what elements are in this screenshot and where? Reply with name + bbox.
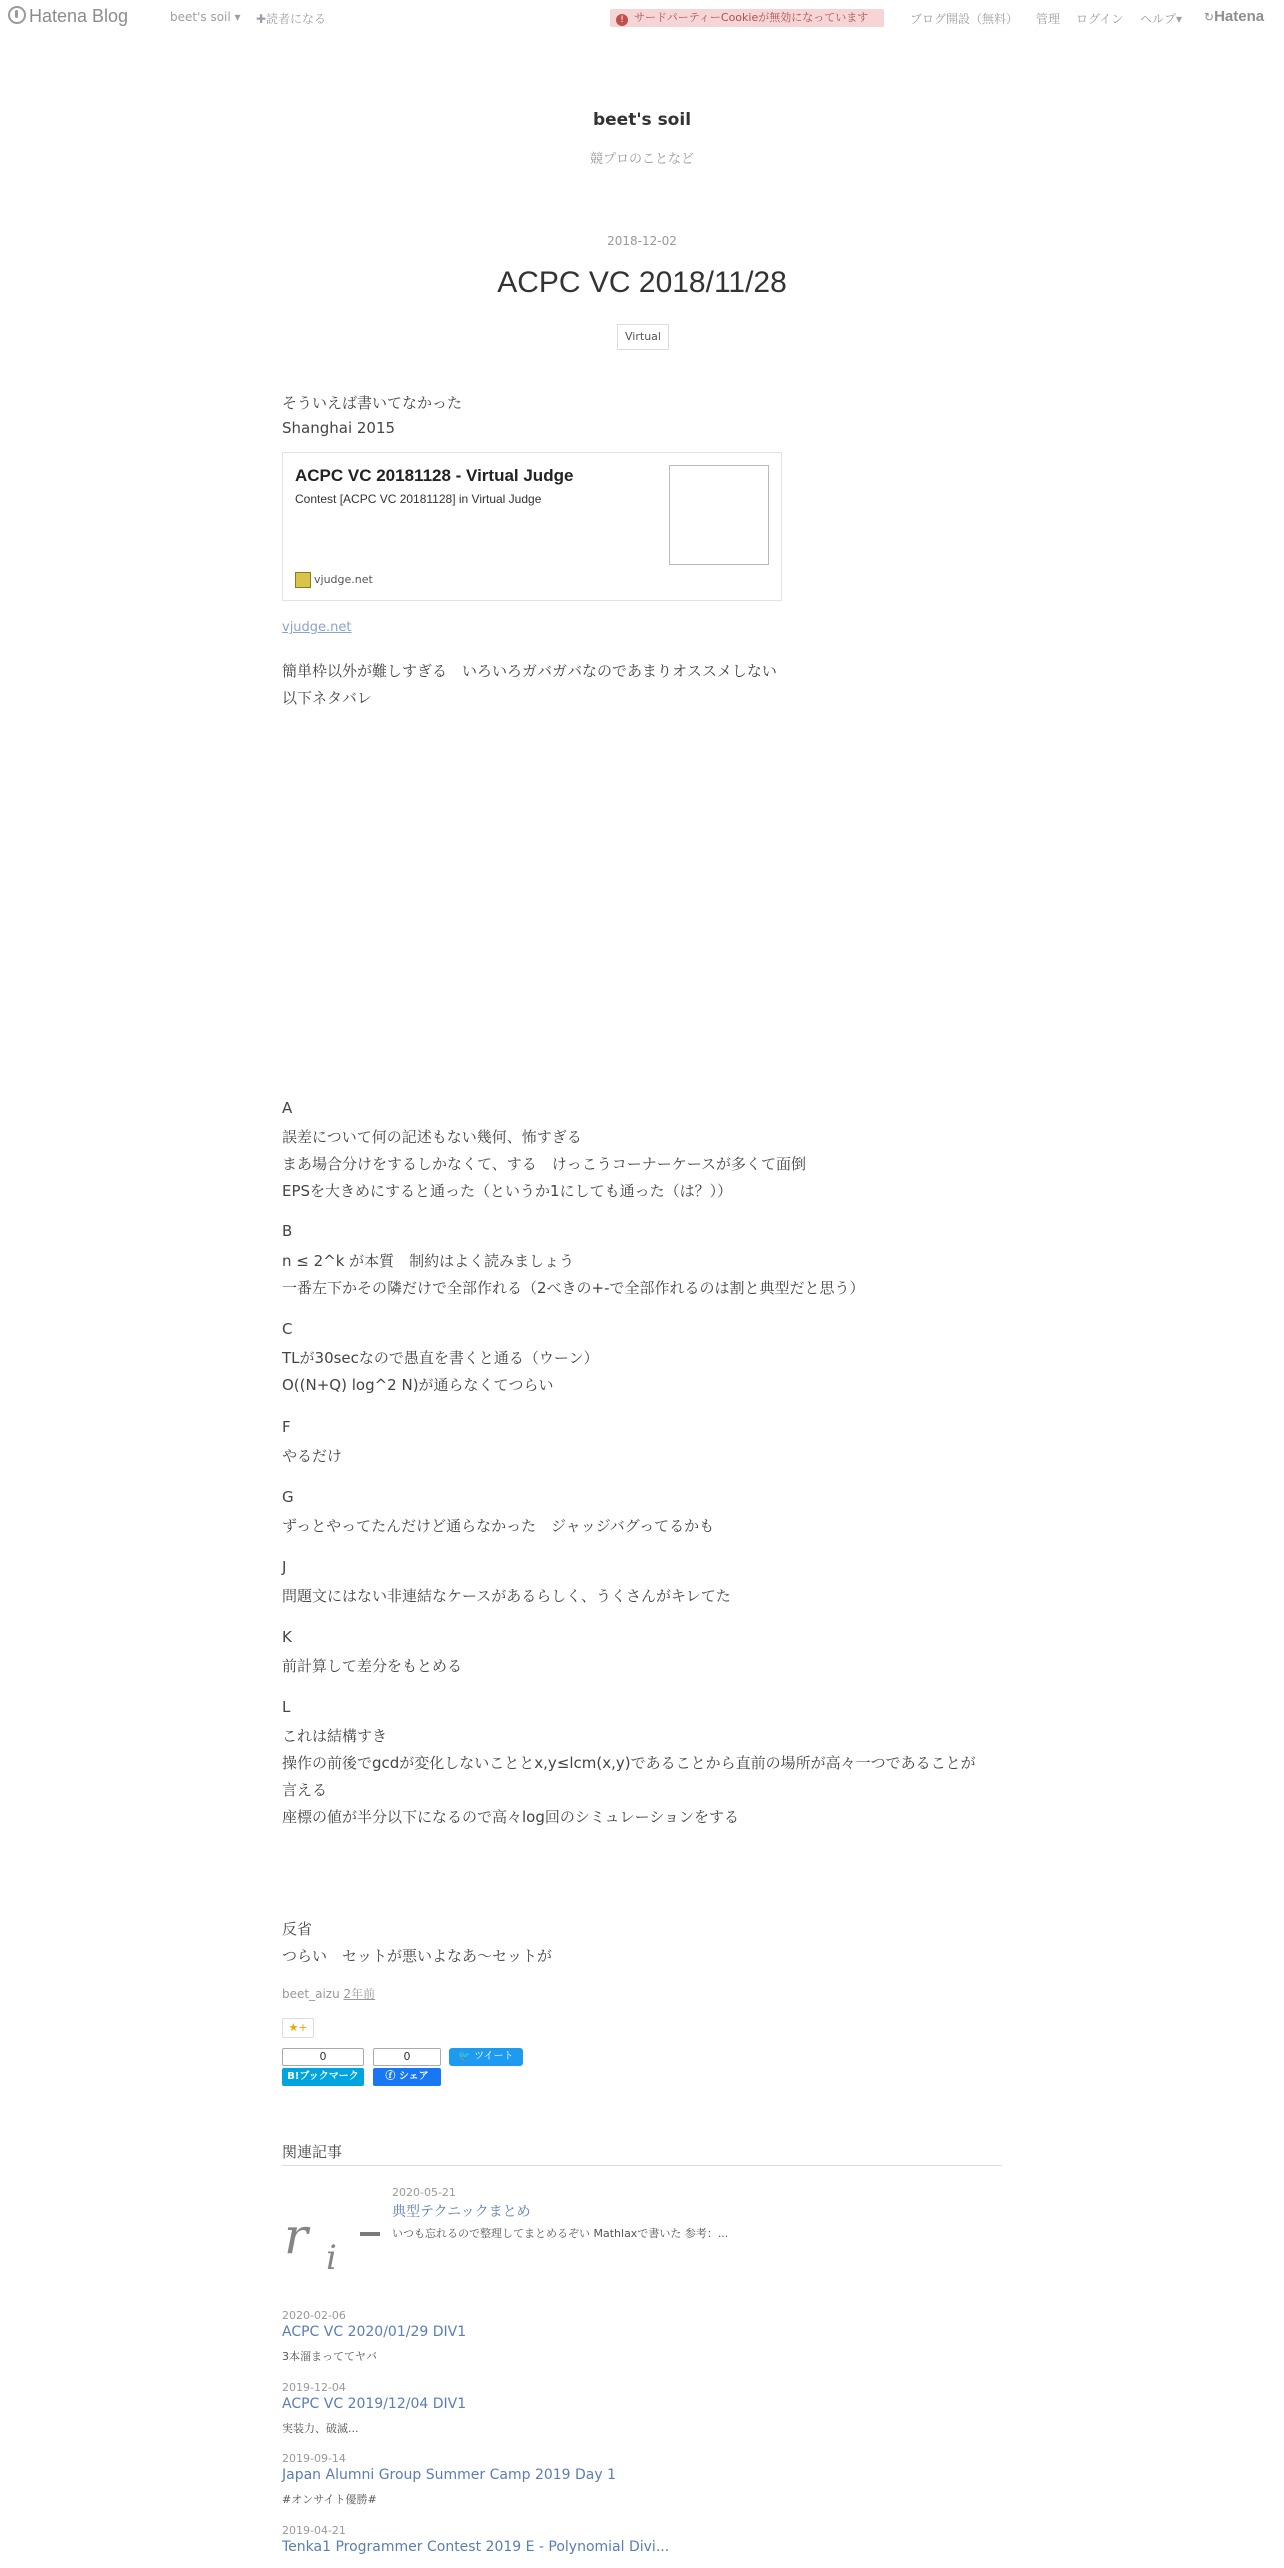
entry-text-line: ずっとやってたんだけど通らなかった ジャッジバグってるかも: [282, 1517, 715, 1535]
related-entry-title[interactable]: Japan Alumni Group Summer Camp 2019 Day 1: [282, 2467, 617, 2483]
facebook-icon: ⓕ: [385, 2071, 399, 2082]
hatena-bookmark-widget: [282, 2048, 364, 2086]
problem-label: A: [282, 1099, 293, 1117]
problem-label: J: [282, 1558, 287, 1576]
twitter-bird-icon: 🐦: [458, 2051, 471, 2062]
caret-down-icon: ▾: [1176, 12, 1183, 26]
entry-text-line: 座標の値が半分以下になるので高々log回のシミュレーションをする: [282, 1808, 739, 1826]
entry-footer: [282, 1985, 375, 2002]
hatena-logo-icon: ↻: [1204, 10, 1215, 24]
facebook-share-count[interactable]: 0: [373, 2048, 441, 2066]
cookie-warning-text: サードパーティーCookieが無効になっています: [634, 11, 869, 24]
problem-label: C: [282, 1320, 293, 1338]
brand-label: Hatena Blog: [29, 6, 129, 26]
entry-text-line: O((N+Q) log^2 N)が通らなくてつらい: [282, 1376, 554, 1394]
blog-title[interactable]: beet's soil: [592, 110, 692, 130]
hatena-logo-label: Hatena: [1214, 8, 1265, 25]
entry-text-line: TLが30secなので愚直を書くと通る（ウーン）: [282, 1349, 599, 1367]
embed-site: vjudge.net: [314, 573, 373, 586]
vjudge-favicon-icon: [295, 572, 311, 588]
category-tag[interactable]: Virtual: [617, 324, 669, 350]
blog-menu-label: beet's soil: [170, 10, 231, 24]
bookmark-count[interactable]: 0: [282, 2048, 364, 2066]
entry-text-line: n ≤ 2^k が本質 制約はよく読みましょう: [282, 1252, 575, 1270]
admin-link[interactable]: 管理: [1036, 12, 1061, 26]
related-entry-title[interactable]: ACPC VC 2019/12/04 DIV1: [282, 2396, 467, 2412]
problem-label: B: [282, 1222, 293, 1240]
entry-text-line: EPSを大きめにすると通った（というか1にしても通った（は？））: [282, 1182, 733, 1200]
embed-card[interactable]: [282, 452, 782, 601]
help-menu[interactable]: [1140, 10, 1182, 27]
related-entries-heading: 関連記事: [282, 2143, 343, 2161]
entry-text-line: 以下ネタバレ: [282, 689, 372, 707]
cookie-warning-banner[interactable]: [610, 9, 884, 27]
entry-text-line: Shanghai 2015: [282, 419, 396, 437]
broken-image-icon: [669, 465, 769, 565]
global-header: [0, 0, 1284, 36]
related-entry-date: 2020-02-06: [282, 2309, 346, 2322]
entry-text-line: 反省: [282, 1920, 313, 1938]
related-entry-title[interactable]: ACPC VC 2020/01/29 DIV1: [282, 2324, 467, 2340]
embed-title[interactable]: ACPC VC 20181128 - Virtual Judge: [295, 466, 574, 485]
related-entry-desc: いつも忘れるので整理してまとめるぞい Mathlaxで書いた 参考：...: [392, 2227, 729, 2240]
related-entry-desc: #オンサイト優勝#: [282, 2493, 377, 2506]
entry-title[interactable]: ACPC VC 2018/11/28: [497, 266, 787, 299]
entry-text-line: 言える: [282, 1781, 328, 1799]
hatena-logo[interactable]: [1204, 8, 1264, 25]
entry-text-line: 一番左下かその隣だけで全部作れる（2べきの+-で全部作れるのは割と典型だと思う）: [282, 1279, 865, 1297]
related-entry-date: 2019-12-04: [282, 2381, 346, 2394]
entry-text-line: これは結構すき: [282, 1727, 388, 1745]
help-label: ヘルプ: [1140, 12, 1177, 26]
entry-age-link[interactable]: 2年前: [343, 1987, 376, 2001]
hatena-blog-logo[interactable]: [8, 6, 128, 27]
related-entry-date: 2020-05-21: [392, 2186, 456, 2199]
entry-text-line: やるだけ: [282, 1447, 343, 1465]
related-entry-date: 2019-09-14: [282, 2452, 346, 2465]
entry-text-line: そういえば書いてなかった: [282, 394, 463, 412]
related-entry-desc: 実装力、破滅...: [282, 2422, 359, 2435]
hatena-bookmark-button[interactable]: B!ブックマーク: [282, 2068, 364, 2086]
problem-label: K: [282, 1628, 292, 1646]
related-entry-desc: 3本溜まっててヤバ: [282, 2350, 377, 2363]
tweet-label: ツイート: [474, 2051, 514, 2062]
related-entry-date: 2019-04-21: [282, 2524, 346, 2537]
divider: [282, 2165, 1002, 2166]
source-link[interactable]: vjudge.net: [282, 620, 352, 635]
blog-menu[interactable]: [170, 10, 241, 24]
open-blog-link[interactable]: ブログ開設（無料）: [910, 12, 1019, 26]
math-formula-image: [282, 2195, 384, 2297]
related-entry-title[interactable]: 典型テクニックまとめ: [392, 2204, 531, 2220]
entry-text-line: 誤差について何の記述もない幾何、怖すぎる: [282, 1128, 582, 1146]
related-entry-title[interactable]: Tenka1 Programmer Contest 2019 E - Polynomial Divi...: [282, 2539, 670, 2555]
entry-text-line: まあ場合分けをするしかなくて、する けっこうコーナーケースが多くて面倒: [282, 1155, 806, 1173]
caret-down-icon: ▾: [234, 10, 241, 24]
login-link[interactable]: ログイン: [1076, 12, 1124, 26]
entry-text-line: 前計算して差分をもとめる: [282, 1657, 463, 1675]
blog-description: 競プロのことなど: [589, 152, 694, 167]
author-link[interactable]: beet_aizu: [282, 1987, 340, 2001]
facebook-share-widget: [373, 2048, 441, 2086]
related-entry-thumbnail[interactable]: [282, 2195, 384, 2297]
svg-text:r: r: [284, 2207, 308, 2265]
embed-description: Contest [ACPC VC 20181128] in Virtual Judge: [295, 492, 542, 506]
facebook-share-button[interactable]: [373, 2068, 441, 2086]
add-star-button[interactable]: ★+: [282, 2018, 314, 2038]
entry-date[interactable]: 2018-12-02: [607, 234, 677, 248]
problem-label: L: [282, 1698, 291, 1716]
svg-text:i: i: [326, 2238, 337, 2278]
problem-label: G: [282, 1488, 294, 1506]
entry-text-line: 操作の前後でgcdが変化しないこととx,y≤lcm(x,y)であることから直前の場所が高々一つであることが: [282, 1754, 976, 1772]
subscribe-button[interactable]: ✚読者になる: [256, 12, 327, 26]
warning-icon: !: [616, 14, 628, 26]
entry-text-line: つらい セットが悪いよなあ〜セットが: [282, 1947, 553, 1965]
entry-text-line: 簡単枠以外が難しすぎる いろいろガバガバなのであまりオススメしない: [282, 662, 777, 680]
problem-label: F: [282, 1418, 291, 1436]
facebook-share-label: シェア: [398, 2071, 429, 2082]
hatena-blog-logo-icon: [8, 6, 26, 24]
entry-text-line: 問題文にはない非連結なケースがあるらしく、うくさんがキレてた: [282, 1587, 731, 1605]
tweet-button[interactable]: [449, 2048, 523, 2066]
